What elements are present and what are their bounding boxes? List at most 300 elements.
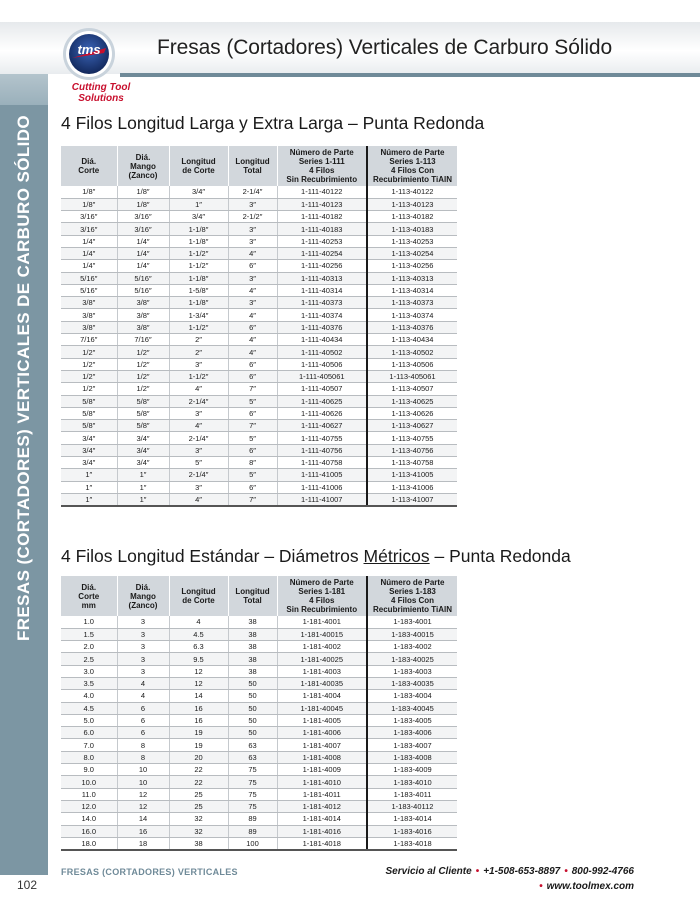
table-cell: 1-3/4″ bbox=[169, 309, 228, 321]
table-cell: 22 bbox=[169, 776, 228, 788]
table-row bbox=[61, 764, 457, 776]
contact-label: Servicio al Cliente bbox=[385, 866, 472, 877]
table-row bbox=[61, 383, 457, 395]
table-row bbox=[61, 653, 457, 665]
table-cell: 1-181-4010 bbox=[277, 776, 367, 788]
table-cell: 1-183-4006 bbox=[367, 727, 457, 739]
table-cell: 5.0 bbox=[61, 714, 117, 726]
table-cell: 1-113-405061 bbox=[367, 370, 457, 382]
table-cell: 1-113-40502 bbox=[367, 346, 457, 358]
table-cell: 1-113-40506 bbox=[367, 358, 457, 370]
table-header-row bbox=[61, 576, 457, 616]
table-row bbox=[61, 702, 457, 714]
table-cell: 22 bbox=[169, 764, 228, 776]
table-cell: 16 bbox=[169, 702, 228, 714]
table-cell: 2-1/4″ bbox=[169, 395, 228, 407]
table-cell: 1-183-4011 bbox=[367, 788, 457, 800]
table-cell: 1/2″ bbox=[61, 370, 117, 382]
table-row bbox=[61, 616, 457, 628]
sidebar-label: FRESAS (CORTADORES) VERTICALES DE CARBURO SÓLIDO bbox=[14, 114, 33, 642]
section2-title-underlined: Métricos bbox=[363, 546, 430, 566]
table-cell: 1/4″ bbox=[61, 247, 117, 259]
table-cell: 5″ bbox=[169, 457, 228, 469]
page-title: Fresas (Cortadores) Verticales de Carburo Sólido bbox=[157, 36, 613, 59]
table-cell: 3/16″ bbox=[117, 223, 169, 235]
table-cell: 1-181-40035 bbox=[277, 677, 367, 689]
table-cell: 7.0 bbox=[61, 739, 117, 751]
table-cell: 1/4″ bbox=[117, 260, 169, 272]
table-cell: 1″ bbox=[61, 481, 117, 493]
column-header: Diá. Mango (Zanco) bbox=[117, 576, 169, 616]
section2-title bbox=[61, 546, 571, 567]
table-cell: 3/16″ bbox=[61, 223, 117, 235]
table-cell: 1″ bbox=[117, 493, 169, 506]
table-row bbox=[61, 186, 457, 198]
table-cell: 1-113-40256 bbox=[367, 260, 457, 272]
table-cell: 6″ bbox=[228, 358, 277, 370]
table-cell: 63 bbox=[228, 739, 277, 751]
table-cell: 3 bbox=[117, 641, 169, 653]
table-row bbox=[61, 776, 457, 788]
column-header: Número de Parte Series 1-183 4 Filos Con Recubrimiento TiAlN bbox=[367, 576, 457, 616]
phone-1[interactable]: +1-508-653-8897 bbox=[483, 866, 561, 877]
table-cell: 1-111-40313 bbox=[277, 272, 367, 284]
table-cell: 3″ bbox=[228, 223, 277, 235]
table-cell: 3/4″ bbox=[61, 444, 117, 456]
table-cell: 1-183-4001 bbox=[367, 616, 457, 628]
table-cell: 1-113-40627 bbox=[367, 420, 457, 432]
table-row bbox=[61, 260, 457, 272]
tagline-line1: Cutting Tool bbox=[71, 82, 131, 93]
table-cell: 3/4″ bbox=[117, 457, 169, 469]
table-cell: 1-111-40256 bbox=[277, 260, 367, 272]
table-cell: 1-113-40626 bbox=[367, 407, 457, 419]
table-cell: 10 bbox=[117, 776, 169, 788]
table-cell: 4 bbox=[117, 690, 169, 702]
phone-2[interactable]: 800-992-4766 bbox=[571, 866, 634, 877]
table-cell: 11.0 bbox=[61, 788, 117, 800]
table-cell: 1-113-40313 bbox=[367, 272, 457, 284]
table-cell: 1/4″ bbox=[117, 235, 169, 247]
column-header: Longitud de Corte bbox=[169, 146, 228, 186]
table-cell: 3 bbox=[117, 628, 169, 640]
table-cell: 1-113-40373 bbox=[367, 297, 457, 309]
table-cell: 38 bbox=[228, 665, 277, 677]
table-cell: 1-111-41005 bbox=[277, 469, 367, 481]
table-cell: 1-183-4018 bbox=[367, 837, 457, 850]
table-row bbox=[61, 457, 457, 469]
table-cell: 1-111-40756 bbox=[277, 444, 367, 456]
table-cell: 1-181-4008 bbox=[277, 751, 367, 763]
column-header: Número de Parte Series 1-181 4 Filos Sin Recubrimiento bbox=[277, 576, 367, 616]
table-cell: 38 bbox=[228, 641, 277, 653]
table-row bbox=[61, 284, 457, 296]
table-cell: 3/4″ bbox=[117, 432, 169, 444]
table-cell: 2-1/2″ bbox=[228, 211, 277, 223]
page-number: 102 bbox=[17, 878, 38, 892]
table-cell: 1-111-40376 bbox=[277, 321, 367, 333]
table-cell: 1-111-41006 bbox=[277, 481, 367, 493]
table-cell: 4″ bbox=[228, 346, 277, 358]
table-cell: 1/8″ bbox=[117, 186, 169, 198]
table-cell: 1-113-40758 bbox=[367, 457, 457, 469]
table-cell: 5/16″ bbox=[117, 284, 169, 296]
column-header: Número de Parte Series 1-113 4 Filos Con Recubrimiento TiAlN bbox=[367, 146, 457, 186]
table-cell: 8 bbox=[117, 751, 169, 763]
table-cell: 1-183-4003 bbox=[367, 665, 457, 677]
table-cell: 3 bbox=[117, 653, 169, 665]
table-cell: 1/2″ bbox=[61, 346, 117, 358]
table-cell: 1-1/2″ bbox=[169, 247, 228, 259]
table-cell: 16 bbox=[169, 714, 228, 726]
column-header: Longitud Total bbox=[228, 576, 277, 616]
table-cell: 25 bbox=[169, 800, 228, 812]
table-cell: 5″ bbox=[228, 469, 277, 481]
table-cell: 1-181-4003 bbox=[277, 665, 367, 677]
bullet-icon: • bbox=[475, 866, 480, 877]
table-cell: 3/16″ bbox=[117, 211, 169, 223]
table-cell: 50 bbox=[228, 690, 277, 702]
table-cell: 2-1/4″ bbox=[169, 469, 228, 481]
table-cell: 1-183-4014 bbox=[367, 813, 457, 825]
tagline bbox=[61, 82, 141, 104]
table-cell: 1/8″ bbox=[117, 198, 169, 210]
table-cell: 16 bbox=[117, 825, 169, 837]
table-row bbox=[61, 641, 457, 653]
table-cell: 1-183-4009 bbox=[367, 764, 457, 776]
table-cell: 1-113-40507 bbox=[367, 383, 457, 395]
table-cell: 1-181-40045 bbox=[277, 702, 367, 714]
table-cell: 1-113-40122 bbox=[367, 186, 457, 198]
table-cell: 12 bbox=[169, 677, 228, 689]
table-row bbox=[61, 665, 457, 677]
table-cell: 1-181-4006 bbox=[277, 727, 367, 739]
table-cell: 12.0 bbox=[61, 800, 117, 812]
table-cell: 2-1/4″ bbox=[169, 432, 228, 444]
table-cell: 1-111-40506 bbox=[277, 358, 367, 370]
table-cell: 1-113-40374 bbox=[367, 309, 457, 321]
table-cell: 1-113-40183 bbox=[367, 223, 457, 235]
table-row bbox=[61, 235, 457, 247]
table-row bbox=[61, 247, 457, 259]
table-cell: 1-113-40434 bbox=[367, 334, 457, 346]
table-cell: 6″ bbox=[228, 321, 277, 333]
table-cell: 4″ bbox=[228, 247, 277, 259]
table-cell: 1-181-4002 bbox=[277, 641, 367, 653]
table-cell: 1-111-40314 bbox=[277, 284, 367, 296]
table-cell: 1-111-40183 bbox=[277, 223, 367, 235]
table-cell: 1-183-4004 bbox=[367, 690, 457, 702]
table-cell: 5″ bbox=[228, 432, 277, 444]
table-row bbox=[61, 444, 457, 456]
table-cell: 6″ bbox=[228, 260, 277, 272]
table-row bbox=[61, 321, 457, 333]
table-cell: 2-1/4″ bbox=[228, 186, 277, 198]
table-cell: 1″ bbox=[61, 469, 117, 481]
table-cell: 5″ bbox=[228, 395, 277, 407]
table-cell: 4.5 bbox=[61, 702, 117, 714]
table-cell: 1/2″ bbox=[61, 383, 117, 395]
table-row bbox=[61, 198, 457, 210]
table-cell: 6 bbox=[117, 702, 169, 714]
column-header: Longitud Total bbox=[228, 146, 277, 186]
table-cell: 1-181-4001 bbox=[277, 616, 367, 628]
table-cell: 6″ bbox=[228, 444, 277, 456]
table-cell: 100 bbox=[228, 837, 277, 850]
table-cell: 1-181-4005 bbox=[277, 714, 367, 726]
section2-title-end: – Punta Redonda bbox=[429, 546, 571, 566]
table-cell: 3/8″ bbox=[117, 321, 169, 333]
table-cell: 1.5 bbox=[61, 628, 117, 640]
table-row bbox=[61, 395, 457, 407]
column-header: Número de Parte Series 1-111 4 Filos Sin Recubrimiento bbox=[277, 146, 367, 186]
table-cell: 12 bbox=[117, 788, 169, 800]
table-cell: 63 bbox=[228, 751, 277, 763]
table-cell: 50 bbox=[228, 727, 277, 739]
table-cell: 50 bbox=[228, 702, 277, 714]
table-cell: 3″ bbox=[169, 407, 228, 419]
table-cell: 38 bbox=[228, 616, 277, 628]
table-cell: 75 bbox=[228, 788, 277, 800]
table-cell: 1-1/8″ bbox=[169, 223, 228, 235]
table-cell: 1/2″ bbox=[117, 383, 169, 395]
table-cell: 6.3 bbox=[169, 641, 228, 653]
section1-title: 4 Filos Longitud Larga y Extra Larga – Punta Redonda bbox=[61, 113, 485, 133]
table-cell: 6″ bbox=[228, 407, 277, 419]
table-cell: 1-113-40254 bbox=[367, 247, 457, 259]
table-cell: 10 bbox=[117, 764, 169, 776]
table-cell: 3.0 bbox=[61, 665, 117, 677]
table-cell: 1-111-40625 bbox=[277, 395, 367, 407]
table-cell: 1-111-40373 bbox=[277, 297, 367, 309]
table-cell: 1-1/2″ bbox=[169, 260, 228, 272]
table-cell: 10.0 bbox=[61, 776, 117, 788]
table-cell: 1-181-40025 bbox=[277, 653, 367, 665]
table-row bbox=[61, 432, 457, 444]
table-cell: 7″ bbox=[228, 493, 277, 506]
table-cell: 1-183-40035 bbox=[367, 677, 457, 689]
website-link[interactable]: www.toolmex.com bbox=[546, 881, 634, 892]
table-cell: 3 bbox=[117, 616, 169, 628]
table-cell: 1-111-40254 bbox=[277, 247, 367, 259]
table-cell: 1-181-4014 bbox=[277, 813, 367, 825]
table-cell: 1-1/8″ bbox=[169, 272, 228, 284]
table-cell: 4″ bbox=[228, 284, 277, 296]
table-cell: 1-111-41007 bbox=[277, 493, 367, 506]
table-row bbox=[61, 407, 457, 419]
table-cell: 5/8″ bbox=[61, 420, 117, 432]
table-cell: 5/16″ bbox=[61, 272, 117, 284]
table-cell: 32 bbox=[169, 825, 228, 837]
table-row bbox=[61, 788, 457, 800]
table-cell: 1-5/8″ bbox=[169, 284, 228, 296]
table-row bbox=[61, 481, 457, 493]
table-cell: 1-111-40182 bbox=[277, 211, 367, 223]
table-cell: 19 bbox=[169, 727, 228, 739]
table-cell: 1-111-40627 bbox=[277, 420, 367, 432]
section2-table bbox=[61, 576, 457, 851]
table-cell: 5/16″ bbox=[117, 272, 169, 284]
table-cell: 1-111-40253 bbox=[277, 235, 367, 247]
table-cell: 5/8″ bbox=[117, 407, 169, 419]
table-cell: 1-181-4009 bbox=[277, 764, 367, 776]
table-cell: 1-183-40025 bbox=[367, 653, 457, 665]
company-logo bbox=[58, 26, 126, 82]
column-header: Diá. Corte bbox=[61, 146, 117, 186]
table-row bbox=[61, 469, 457, 481]
column-header: Diá. Mango (Zanco) bbox=[117, 146, 169, 186]
table-cell: 1-111-405061 bbox=[277, 370, 367, 382]
table-cell: 8″ bbox=[228, 457, 277, 469]
table-cell: 1-183-4010 bbox=[367, 776, 457, 788]
table-cell: 89 bbox=[228, 825, 277, 837]
table-row bbox=[61, 813, 457, 825]
footer-contact bbox=[386, 864, 634, 894]
table-cell: 6.0 bbox=[61, 727, 117, 739]
table-cell: 1/2″ bbox=[117, 346, 169, 358]
table-cell: 3.5 bbox=[61, 677, 117, 689]
table-cell: 1-111-40374 bbox=[277, 309, 367, 321]
table-cell: 1-111-40122 bbox=[277, 186, 367, 198]
table-row bbox=[61, 727, 457, 739]
table-cell: 9.5 bbox=[169, 653, 228, 665]
table-cell: 19 bbox=[169, 739, 228, 751]
table-cell: 1-113-41005 bbox=[367, 469, 457, 481]
table-cell: 1″ bbox=[169, 198, 228, 210]
table-cell: 5/8″ bbox=[117, 420, 169, 432]
table-cell: 1-113-41007 bbox=[367, 493, 457, 506]
table-cell: 3/8″ bbox=[117, 309, 169, 321]
table-cell: 75 bbox=[228, 776, 277, 788]
table-cell: 18 bbox=[117, 837, 169, 850]
table-cell: 5/16″ bbox=[61, 284, 117, 296]
table-row bbox=[61, 297, 457, 309]
table-cell: 1-113-40123 bbox=[367, 198, 457, 210]
table-cell: 1-111-40507 bbox=[277, 383, 367, 395]
table-cell: 3/8″ bbox=[61, 297, 117, 309]
table-cell: 1/4″ bbox=[117, 247, 169, 259]
table-cell: 1-113-41006 bbox=[367, 481, 457, 493]
table-cell: 75 bbox=[228, 764, 277, 776]
table-cell: 1/8″ bbox=[61, 198, 117, 210]
table-cell: 7″ bbox=[228, 420, 277, 432]
bullet-icon: • bbox=[539, 881, 543, 892]
table-row bbox=[61, 370, 457, 382]
table-cell: 1-113-40625 bbox=[367, 395, 457, 407]
table-cell: 3″ bbox=[169, 444, 228, 456]
table-row bbox=[61, 223, 457, 235]
table-cell: 3/8″ bbox=[117, 297, 169, 309]
table-cell: 6 bbox=[117, 727, 169, 739]
table-cell: 32 bbox=[169, 813, 228, 825]
table-cell: 1/4″ bbox=[61, 235, 117, 247]
table-cell: 3/4″ bbox=[169, 186, 228, 198]
table-cell: 3″ bbox=[228, 198, 277, 210]
table-cell: 1-111-40626 bbox=[277, 407, 367, 419]
table-cell: 1-183-40015 bbox=[367, 628, 457, 640]
table-cell: 9.0 bbox=[61, 764, 117, 776]
table-cell: 1-1/2″ bbox=[169, 321, 228, 333]
table-row bbox=[61, 420, 457, 432]
table-cell: 1-183-4005 bbox=[367, 714, 457, 726]
table-cell: 14 bbox=[117, 813, 169, 825]
table-cell: 1″ bbox=[117, 469, 169, 481]
table-cell: 1-1/8″ bbox=[169, 297, 228, 309]
table-cell: 8.0 bbox=[61, 751, 117, 763]
table-cell: 38 bbox=[169, 837, 228, 850]
table-cell: 4″ bbox=[169, 383, 228, 395]
table-cell: 4.0 bbox=[61, 690, 117, 702]
table-cell: 1-181-4007 bbox=[277, 739, 367, 751]
table-cell: 1-183-4008 bbox=[367, 751, 457, 763]
table-cell: 20 bbox=[169, 751, 228, 763]
table-cell: 2″ bbox=[169, 346, 228, 358]
table-cell: 3 bbox=[117, 665, 169, 677]
table-cell: 2.5 bbox=[61, 653, 117, 665]
table-cell: 1-113-40314 bbox=[367, 284, 457, 296]
table-cell: 4.5 bbox=[169, 628, 228, 640]
table-cell: 1-181-40015 bbox=[277, 628, 367, 640]
table-cell: 1.0 bbox=[61, 616, 117, 628]
table-cell: 1-1/8″ bbox=[169, 235, 228, 247]
table-cell: 2.0 bbox=[61, 641, 117, 653]
table-cell: 1-183-40112 bbox=[367, 800, 457, 812]
table-cell: 2″ bbox=[169, 334, 228, 346]
table-cell: 1-1/2″ bbox=[169, 370, 228, 382]
table-cell: 6″ bbox=[228, 370, 277, 382]
table-cell: 1/8″ bbox=[61, 186, 117, 198]
table-cell: 5/8″ bbox=[117, 395, 169, 407]
table-cell: 1″ bbox=[117, 481, 169, 493]
bullet-icon: • bbox=[564, 866, 568, 877]
table-row bbox=[61, 358, 457, 370]
table-cell: 1-113-40182 bbox=[367, 211, 457, 223]
table-cell: 1/2″ bbox=[117, 370, 169, 382]
table-cell: 4 bbox=[169, 616, 228, 628]
table-cell: 12 bbox=[169, 665, 228, 677]
table-cell: 89 bbox=[228, 813, 277, 825]
table-row bbox=[61, 493, 457, 506]
table-cell: 1/4″ bbox=[61, 260, 117, 272]
table-cell: 50 bbox=[228, 714, 277, 726]
table-cell: 1-181-4012 bbox=[277, 800, 367, 812]
table-cell: 4″ bbox=[169, 420, 228, 432]
table-cell: 3/8″ bbox=[61, 309, 117, 321]
header-rule bbox=[120, 73, 700, 77]
table-cell: 3″ bbox=[169, 481, 228, 493]
logo-text: tms bbox=[77, 42, 101, 57]
table-cell: 1-113-40755 bbox=[367, 432, 457, 444]
table-row bbox=[61, 628, 457, 640]
table-cell: 1-111-40755 bbox=[277, 432, 367, 444]
table-row bbox=[61, 714, 457, 726]
table-row bbox=[61, 346, 457, 358]
table-header-row bbox=[61, 146, 457, 186]
table-cell: 25 bbox=[169, 788, 228, 800]
table-cell: 3/4″ bbox=[117, 444, 169, 456]
table-row bbox=[61, 272, 457, 284]
table-cell: 4 bbox=[117, 677, 169, 689]
table-cell: 8 bbox=[117, 739, 169, 751]
table-cell: 1-111-40434 bbox=[277, 334, 367, 346]
table-cell: 14.0 bbox=[61, 813, 117, 825]
table-cell: 7/16″ bbox=[117, 334, 169, 346]
table-cell: 7″ bbox=[228, 383, 277, 395]
table-cell: 3/4″ bbox=[169, 211, 228, 223]
table-cell: 7/16″ bbox=[61, 334, 117, 346]
footer-section-label: FRESAS (CORTADORES) VERTICALES bbox=[61, 867, 238, 877]
table-row bbox=[61, 739, 457, 751]
